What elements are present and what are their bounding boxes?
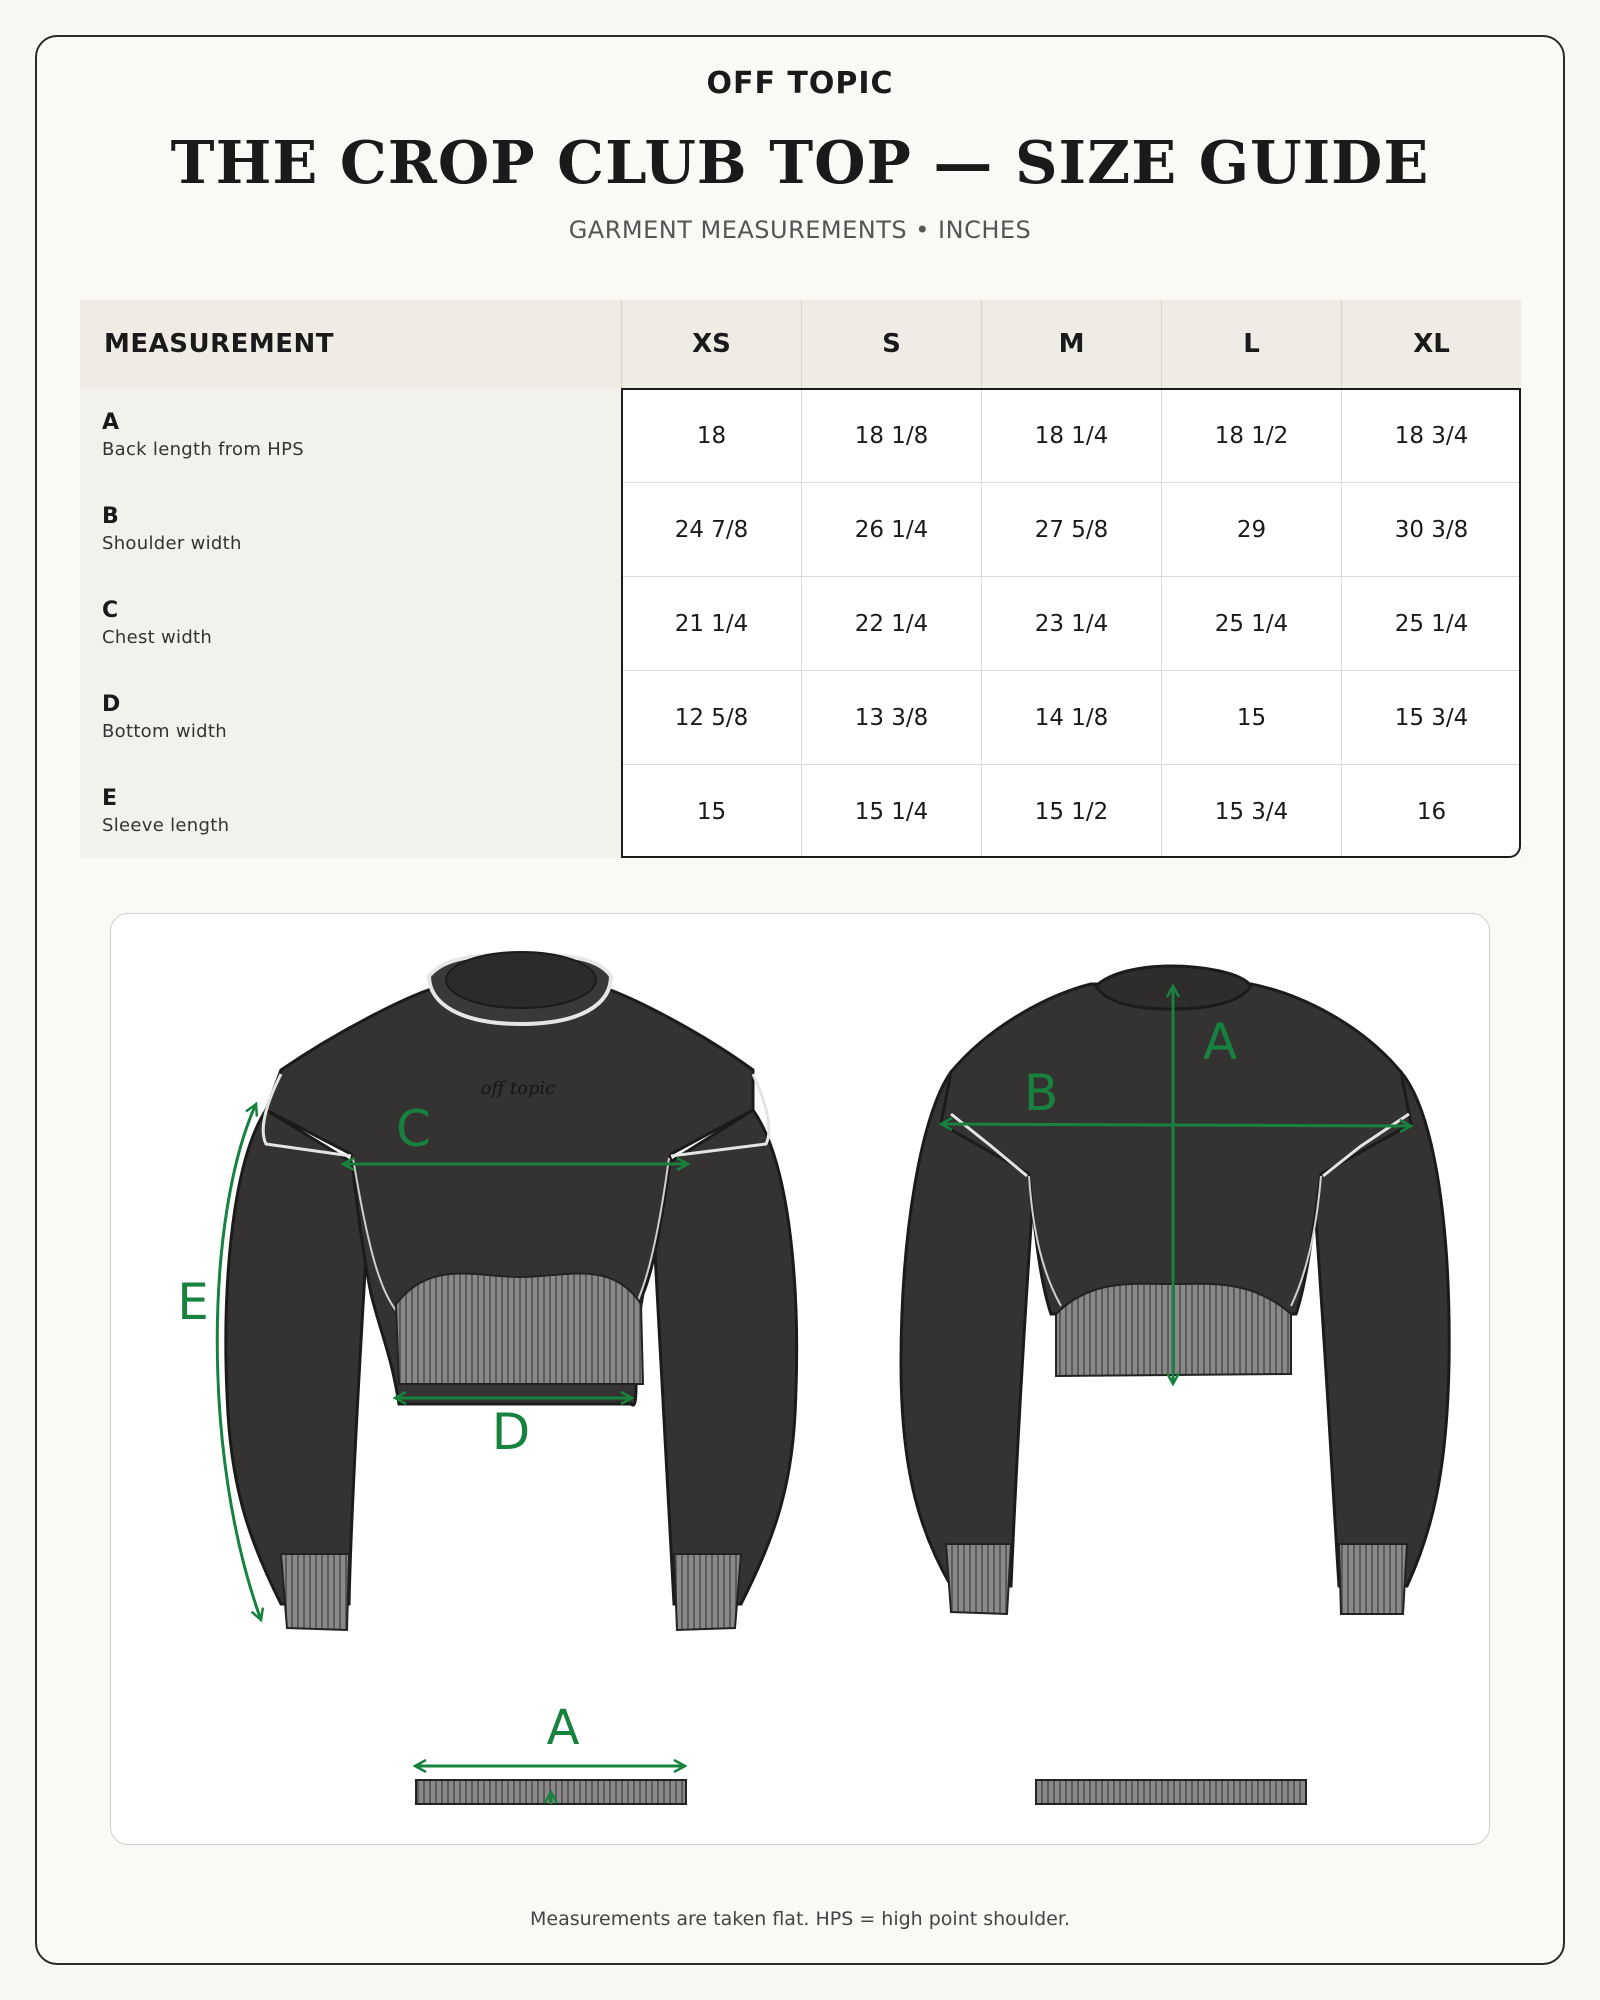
row-description: Back length from HPS [102,439,304,460]
size-table [80,300,1521,858]
label-e: E [177,1273,209,1331]
table-row [80,576,1521,670]
label-a: A [1203,1013,1238,1071]
table-cell: 25 1/4 [1161,576,1341,670]
row-code: B [102,504,119,529]
footnote: Measurements are taken flat. HPS = high point shoulder. [530,1908,1070,1930]
table-cell: 18 1/8 [801,388,981,482]
table-cell: 24 7/8 [621,482,801,576]
front-view [177,952,796,1630]
row-description: Bottom width [102,721,227,742]
front-waistband [396,1273,643,1384]
table-cell: 18 3/4 [1341,388,1521,482]
row-label [80,670,621,764]
table-cell: 26 1/4 [801,482,981,576]
table-cell: 18 [621,388,801,482]
row-description: Sleeve length [102,815,230,836]
table-row [80,482,1521,576]
table-cell: 15 [621,764,801,858]
table-cell: 27 5/8 [981,482,1161,576]
bottom-partial-views [415,1700,1306,1804]
label-d: D [491,1403,531,1461]
label-b: B [1023,1064,1059,1122]
table-cell: 25 1/4 [1341,576,1521,670]
table-cell: 22 1/4 [801,576,981,670]
page-title: THE CROP CLUB TOP — SIZE GUIDE [170,128,1430,197]
row-label [80,576,621,670]
front-right-cuff [674,1554,741,1630]
table-cell: 15 1/4 [801,764,981,858]
header-size-xl: XL [1341,300,1521,388]
table-cell: 15 3/4 [1341,670,1521,764]
front-left-sleeve [226,1110,371,1604]
table-cell: 14 1/8 [981,670,1161,764]
table-row [80,670,1521,764]
row-label [80,764,621,858]
table-cell: 18 1/2 [1161,388,1341,482]
table-cell: 15 1/2 [981,764,1161,858]
measurement-illustration [110,913,1490,1845]
table-cell: 18 1/4 [981,388,1161,482]
row-description: Chest width [102,627,213,648]
table-cell: 15 [1161,670,1341,764]
table-row [80,388,1521,482]
table-cell: 16 [1341,764,1521,858]
arrow-b [941,1124,1411,1126]
bottom-right-garment-edge [1036,1780,1306,1804]
header-size-l: L [1161,300,1341,388]
row-code: C [102,598,119,623]
header-size-m: M [981,300,1161,388]
table-cell: 29 [1161,482,1341,576]
table-header-row [80,300,1521,388]
back-left-cuff [946,1544,1011,1614]
label-c: C [396,1100,431,1158]
brand-name: OFF TOPIC [706,66,894,101]
back-right-cuff [1339,1544,1407,1614]
header-size-xs: XS [621,300,801,388]
table-cell: 30 3/8 [1341,482,1521,576]
page-subtitle: GARMENT MEASUREMENTS • INCHES [568,216,1032,244]
row-code: E [102,786,118,811]
row-code: A [102,410,120,435]
table-cell: 21 1/4 [621,576,801,670]
front-right-sleeve [651,1110,797,1604]
table-row [80,764,1521,858]
back-view [901,966,1449,1614]
table-cell: 15 3/4 [1161,764,1341,858]
garment-diagram [111,914,1490,1845]
header-measurement: MEASUREMENT [80,300,621,388]
label-bottom-a: A [546,1700,580,1756]
table-cell: 13 3/8 [801,670,981,764]
front-left-cuff [281,1554,349,1630]
header-size-s: S [801,300,981,388]
row-label [80,388,621,482]
row-label [80,482,621,576]
chest-logo: off topic [480,1078,556,1099]
table-cell: 12 5/8 [621,670,801,764]
row-code: D [102,692,121,717]
row-description: Shoulder width [102,533,242,554]
table-cell: 23 1/4 [981,576,1161,670]
